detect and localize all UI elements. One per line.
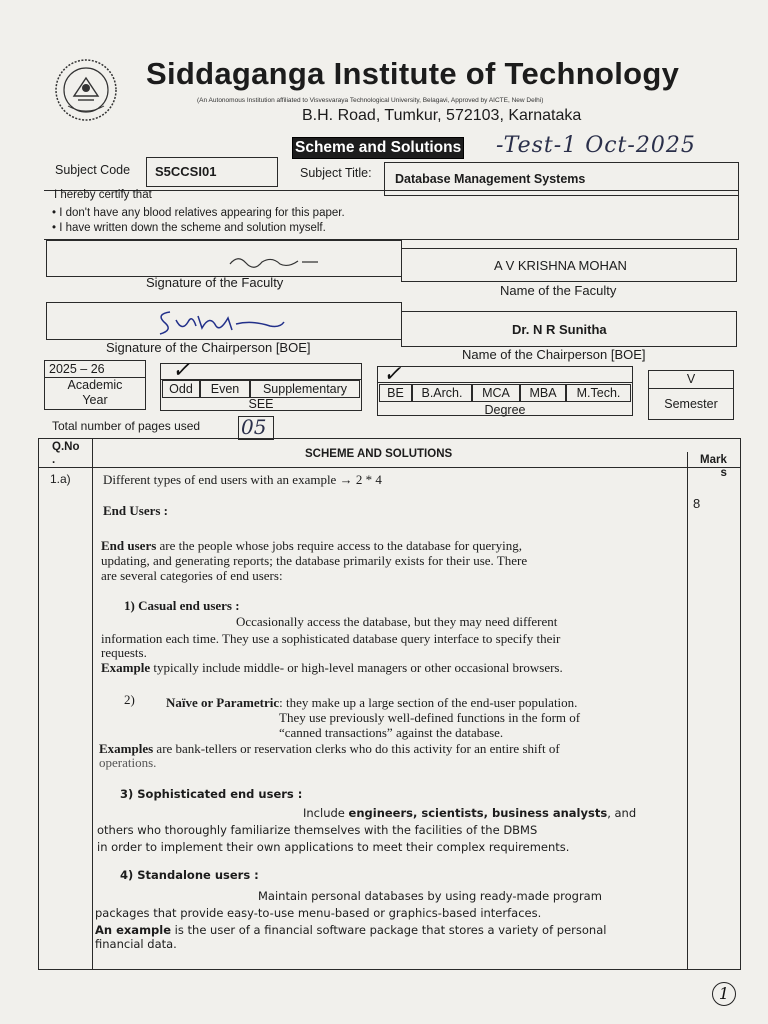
sophisticated-heading: 3) Sophisticated end users : — [120, 787, 303, 801]
faculty-signature-label: Signature of the Faculty — [146, 275, 284, 290]
faculty-name-box — [401, 248, 737, 282]
casual-example: Example typically include middle- or high-level managers or other occasional browsers. — [101, 660, 563, 675]
question-text: Different types of end users with an example → 2 * 4 — [103, 472, 382, 487]
degree-option-mba[interactable]: MBA — [520, 384, 566, 402]
subject-code-box — [146, 157, 278, 187]
chairperson-signature — [152, 306, 292, 338]
faculty-signature-box — [46, 240, 402, 277]
intro-line: updating, and generating reports; the database primarily exists for their use. There — [101, 553, 528, 568]
pages-used-value: 05 — [241, 415, 267, 439]
standalone-example: An example is the user of a financial software package that stores a variety of personal — [95, 923, 607, 937]
sophisticated-line: Include engineers, scientists, business analysts, and — [303, 806, 637, 820]
chairperson-name-value: Dr. N R Sunitha — [512, 322, 607, 337]
naive-example: operations. — [99, 755, 157, 770]
page-number: 1 — [712, 982, 736, 1006]
casual-line: information each time. They use a sophisticated database query interface to specify their — [101, 631, 561, 646]
semester-box — [648, 370, 734, 420]
sophisticated-line: in order to implement their own applications to meet their complex requirements. — [97, 840, 570, 854]
degree-option-mtech[interactable]: M.Tech. — [566, 384, 631, 402]
casual-line: requests. — [101, 645, 147, 660]
degree-label: Degree — [484, 403, 526, 417]
chairperson-name-label: Name of the Chairperson [BOE] — [462, 347, 646, 362]
degree-option-barch[interactable]: B.Arch. — [412, 384, 472, 402]
standalone-heading: 4) Standalone users : — [120, 868, 259, 882]
marks-value: 8 — [693, 496, 701, 511]
semester-value: V — [686, 372, 696, 386]
academic-year-label: Academic Year — [67, 378, 123, 407]
chairperson-name-box — [401, 311, 737, 347]
affiliation-text: (An Autonomous Institution affiliated to Visvesvaraya Technological University, Belagavi, Approved by AICTE, New Delhi) — [197, 97, 544, 104]
certification-heading: I hereby certify that — [54, 189, 152, 201]
degree-check-icon: ✓ — [383, 362, 402, 387]
see-option-odd[interactable]: Odd — [162, 380, 200, 398]
see-option-even[interactable]: Even — [200, 380, 250, 398]
naive-number: 2) — [124, 692, 135, 707]
faculty-name-value: A V KRISHNA MOHAN — [494, 258, 627, 273]
qno-header: Q.No . — [52, 441, 80, 466]
intro-line: are several categories of end users: — [101, 568, 283, 583]
certification-box — [44, 190, 739, 240]
degree-option-be[interactable]: BE — [379, 384, 412, 402]
end-users-heading: End Users : — [103, 503, 169, 518]
standalone-line: packages that provide easy-to-use menu-based or graphics-based interfaces. — [95, 906, 542, 920]
chairperson-signature-label: Signature of the Chairperson [BOE] — [106, 340, 311, 355]
naive-line: Naïve or Parametric: they make up a large section of the end-user population. — [166, 695, 578, 710]
subject-code-value: S5CCSI01 — [155, 164, 217, 179]
marks-header: Mark s — [700, 454, 727, 479]
faculty-name-label: Name of the Faculty — [500, 283, 617, 298]
sophisticated-line: others who thoroughly familiarize themselves with the facilities of the DBMS — [97, 823, 538, 837]
subject-title-value: Database Management Systems — [395, 172, 586, 186]
certification-item: • I don't have any blood relatives appearing for this paper. — [52, 207, 345, 219]
standalone-example: financial data. — [95, 937, 177, 951]
institute-address: B.H. Road, Tumkur, 572103, Karnataka — [302, 107, 582, 124]
naive-line: They use previously well-defined functions in the form of — [279, 710, 581, 725]
pages-used-box — [238, 416, 274, 440]
institute-logo — [54, 58, 118, 122]
subject-title-label: Subject Title: — [300, 166, 372, 180]
pages-used-label: Total number of pages used — [52, 419, 201, 433]
question-number: 1.a) — [50, 472, 71, 486]
naive-example: Examples are bank-tellers or reservation clerks who do this activity for an entire shift of — [99, 741, 560, 756]
semester-label: Semester — [664, 397, 718, 411]
see-label: SEE — [248, 397, 274, 411]
institute-name: Siddaganga Institute of Technology — [146, 56, 680, 91]
subject-code-label: Subject Code — [55, 163, 131, 177]
casual-line: Occasionally access the database, but they may need different — [236, 614, 558, 629]
standalone-line: Maintain personal databases by using ready-made program — [258, 889, 602, 903]
document-title: Scheme and Solutions — [292, 137, 464, 159]
academic-year-value: 2025 – 26 — [49, 362, 105, 376]
casual-heading: 1) Casual end users : — [124, 598, 240, 613]
academic-year-box — [44, 360, 146, 410]
faculty-signature — [228, 252, 328, 272]
see-check-icon: ✓ — [172, 358, 191, 383]
see-option-supplementary[interactable]: Supplementary — [250, 380, 360, 398]
handwritten-test-note: -Test-1 Oct-2025 — [496, 133, 696, 158]
intro-line: End users are the people whose jobs require access to the database for querying, — [101, 538, 522, 553]
naive-line: “canned transactions” against the database. — [279, 725, 504, 740]
certification-item: • I have written down the scheme and solution myself. — [52, 222, 326, 234]
degree-option-mca[interactable]: MCA — [472, 384, 520, 402]
solutions-header: SCHEME AND SOLUTIONS — [305, 448, 453, 460]
